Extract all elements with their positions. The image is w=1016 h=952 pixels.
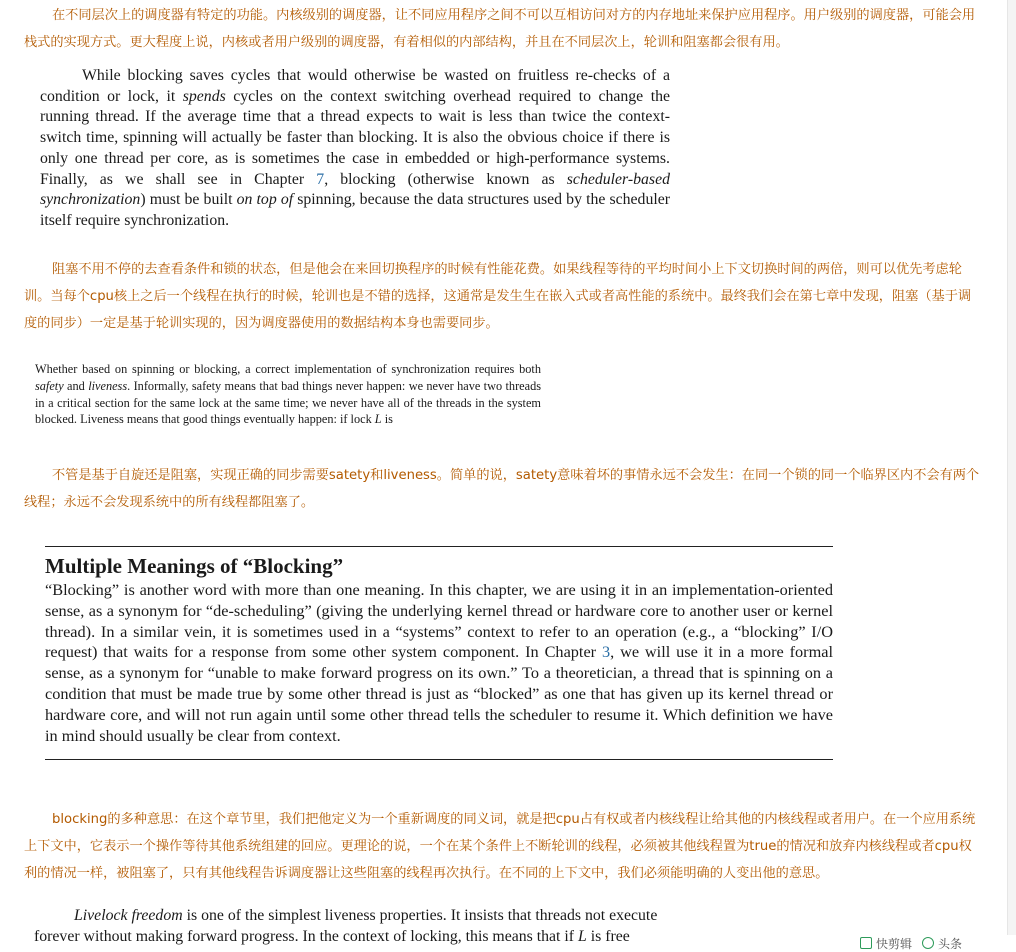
sidebar-box-text: “Blocking” is another word with more than one meaning. In this chapter, we are using it in an implementation-oriented sense, as a synonym for “de-scheduling” (giving the underlying kernel thread or hardware core to another user or kernel thread). In a similar vein, it is sometimes used in a “systems” context to refer to an operation (e.g., a “blocking” I/O request) that waits for a response from some other system component. In Chapter 3, we will use it in a more formal sense, as a synonym for “unable to make forward progress on its own.” To a theoretician, a thread that is spinning on a condition that must be made true by some other thread is just as “blocked” as one that has given up its kernel thread or hardware core, and will not run again until some other thread tells the scheduler to resume it. Which definition we have in mind should usually be clear from context.	[45, 580, 833, 745]
toutiao-icon	[922, 937, 934, 949]
scrollbar[interactable]	[1007, 0, 1016, 951]
chapter-3-link[interactable]: 3	[601, 642, 611, 662]
sidebar-box-blocking-meanings	[45, 546, 833, 760]
chinese-note-1: 在不同层次上的调度器有特定的功能。内核级别的调度器，让不同应用程序之间不可以互相访问对方的内存地址来保护应用程序。用户级别的调度器，可能会用栈式的实现方式。更大程度上说，内核或者用户级别的调度器，有着相似的内部结构，并且在不同层次上，轮训和阻塞都会很有用。	[24, 8, 976, 50]
chinese-note-2: 阻塞不用不停的去查看条件和锁的状态，但是他会在来回切换程序的时候有性能花费。如果线程等待的平均时间小上下文切换时间的两倍，则可以优先考虑轮训。当每个cpu核上之后一个线程在执行的时候，轮训也是不错的选择，这通常是发生生在嵌入式或者高性能的系统中。最终我们会在第七章中发现，阻塞（基于调度的同步）一定是基于轮训实现的，因为调度器使用的数据结构本身也需要同步。	[24, 262, 972, 331]
chinese-note-3: 不管是基于自旋还是阻塞，实现正确的同步需要satety和liveness。简单的说，satety意味着坏的事情永远不会发生：在同一个锁的同一个临界区内不会有两个线程；永远不会发现系统中的所有线程都阻塞了。	[24, 468, 980, 510]
chapter-7-link[interactable]: 7	[316, 170, 325, 188]
toutiao-button[interactable]: 头条	[922, 935, 962, 952]
body-paragraph-livelock: Livelock freedom is one of the simplest liveness properties. It insists that threads not execute forever without making forward progress. In the context of locking, this means that if L is free	[34, 907, 658, 945]
body-paragraph-blocking-cost: While blocking saves cycles that would otherwise be wasted on fruitless re-checks of a condition or lock, it spends cycles on the context switching overhead required to change the running thread. If the average time that a thread expects to wait is less than twice the context-switch time, spinning will actually be faster than blocking. It is also the obvious choice if there is only one thread per core, as is sometimes the case in embedded or high-performance systems. Finally, as we shall see in Chapter 7, blocking (otherwise known as scheduler-based synchronization) must be built on top of spinning, because the data structures used by the scheduler itself require synchronization.	[40, 67, 671, 229]
quick-clip-button[interactable]: 快剪辑	[860, 935, 912, 952]
body-paragraph-safety-liveness: Whether based on spinning or blocking, a correct implementation of synchronization requires both safety and liveness. Informally, safety means that bad things never happen: we never have two threads in a critical section for the same lock at the same time; we never have all of the threads in the system blocked. Liveness means that good things eventually happen: if lock L is	[35, 362, 542, 427]
chinese-note-4: blocking的多种意思：在这个章节里，我们把他定义为一个重新调度的同义词，就是把cpu占有权或者内核线程让给其他的内核线程或者用户。在一个应用系统上下文中，它表示一个操作等待其他系统组建的回应。更理论的说，一个在某个条件上不断轮训的线程，必须被其他线程置为true的情况和放弃内核线程或者cpu权利的情况一样，被阻塞了，只有其他线程告诉调度器让这些阻塞的线程再次执行。在不同的上下文中，我们必须能明确的人变出他的意思。	[24, 812, 976, 881]
clip-icon	[860, 937, 872, 949]
bottom-toolbar	[854, 935, 1016, 951]
sidebar-box-title: Multiple Meanings of “Blocking”	[45, 554, 344, 578]
